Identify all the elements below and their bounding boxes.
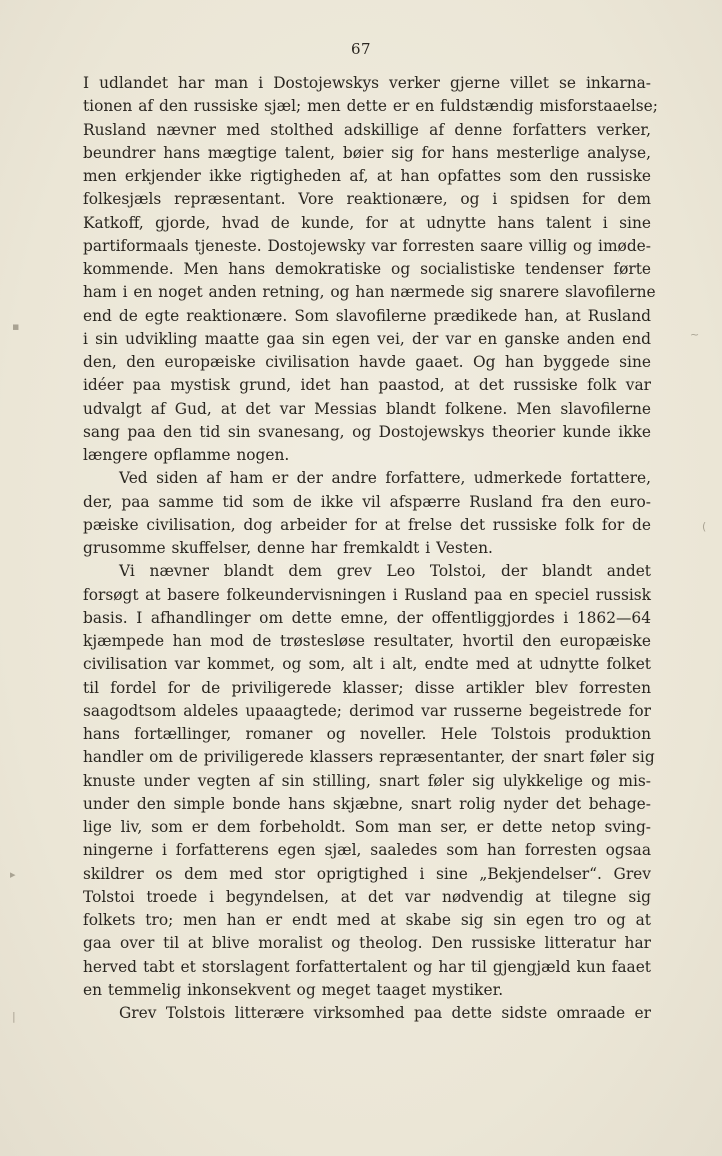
text-line: Grev Tolstois litterære virksomhed paa dette sidste omraade er — [119, 1004, 651, 1022]
text-line: der, paa samme tid som de ikke vil afspærre Rusland fra den euro- — [83, 492, 651, 511]
text-line: tionen af den russiske sjæl; men dette er en fuldstændig misforstaaelse; — [83, 97, 658, 116]
text-line: Vi nævner blandt dem grev Leo Tolstoi, der blandt andet — [119, 562, 651, 581]
text-line: udvalgt af Gud, at det var Messias blandt folkene. Men slavofilerne — [83, 399, 651, 418]
text-line: Rusland nævner med stolthed adskillige af denne forfatters verker, — [83, 120, 651, 139]
text-line: end de egte reaktionære. Som slavofilerne prædikede han, at Rusland — [83, 306, 651, 325]
text-line: folkets tro; men han er endt med at skabe sig sin egen tro og at — [83, 911, 651, 929]
text-line: idéer paa mystisk grund, idet han paastod, at det russiske folk var — [83, 376, 651, 395]
text-line: hans fortællinger, romaner og noveller. Hele Tolstois produktion — [83, 725, 651, 743]
text-line: civilisation var kommet, og som, alt i alt, endte med at udnytte folket — [83, 655, 651, 674]
text-line: pæiske civilisation, dog arbeider for at frelse det russiske folk for de — [83, 515, 651, 534]
text-line: i sin udvikling maatte gaa sin egen vei, der var en ganske anden end — [83, 329, 651, 348]
text-line: den, den europæiske civilisation havde gaaet. Og han byggede sine — [83, 353, 651, 371]
margin-mark: ▸ — [10, 868, 16, 881]
text-line: Ved siden af ham er der andre forfattere, udmerkede fortattere, — [119, 469, 651, 488]
text-line: knuste under vegten af sin stilling, snart føler sig ulykkelige og mis- — [83, 771, 651, 790]
text-line: grusomme skuffelser, denne har fremkaldt i Vesten. — [83, 539, 493, 557]
text-line: herved tabt et storslagent forfattertalent og har til gjengjæld kun faaet — [83, 957, 651, 976]
text-line: folkesjæls repræsentant. Vore reaktionære, og i spidsen for dem — [83, 190, 651, 209]
text-line: saagodtsom aldeles upaaagtede; derimod var russerne begeistrede for — [83, 701, 651, 720]
text-line: lige liv, som er dem forbeholdt. Som man ser, er dette netop sving- — [83, 818, 651, 836]
text-line: I udlandet har man i Dostojewskys verker gjerne villet se inkarna- — [83, 74, 651, 92]
text-line: skildrer os dem med stor oprigtighed i sine „Bekjendelser“. Grev — [83, 864, 651, 883]
margin-mark: ▪ — [12, 320, 20, 333]
text-line: men erkjender ikke rigtigheden af, at han opfattes som den russiske — [83, 167, 651, 185]
text-line: forsøgt at basere folkeundervisningen i Rusland paa en speciel russisk — [83, 585, 651, 604]
margin-mark: | — [12, 1010, 16, 1023]
margin-mark: ( — [702, 520, 707, 533]
text-line: gaa over til at blive moralist og theolog. Den russiske litteratur har — [83, 934, 651, 953]
text-line: sang paa den tid sin svanesang, og Dostojewskys theorier kunde ikke — [83, 422, 651, 441]
text-line: en temmelig inkonsekvent og meget taaget mystiker. — [83, 980, 504, 999]
margin-mark: ~ — [690, 328, 700, 341]
text-line: basis. I afhandlinger om dette emne, der offentliggjordes i 1862—64 — [83, 608, 651, 627]
text-line: ningerne i forfatterens egen sjæl, saaledes som han forresten ogsaa — [83, 841, 651, 860]
text-line: kommende. Men hans demokratiske og socialistiske tendenser førte — [83, 260, 651, 278]
text-line: ham i en noget anden retning, og han nærmede sig snarere slavofilerne — [83, 283, 656, 302]
text-line: partiformaals tjeneste. Dostojewsky var forresten saare villig og imøde- — [83, 236, 651, 255]
text-line: beundrer hans mægtige talent, bøier sig for hans mesterlige analyse, — [83, 143, 651, 162]
body-text — [83, 72, 658, 1025]
text-line: længere opflamme nogen. — [83, 446, 290, 464]
text-line: Tolstoi troede i begyndelsen, at det var nødvendig at tilegne sig — [83, 887, 651, 906]
text-line: kjæmpede han mod de trøstesløse resultater, hvortil den europæiske — [83, 632, 651, 650]
text-line: under den simple bonde hans skjæbne, snart rolig nyder det behage- — [83, 794, 651, 813]
text-line: handler om de priviligerede klassers repræsentanter, der snart føler sig — [83, 748, 655, 767]
page-number: 67 — [350, 40, 372, 58]
text-line: til fordel for de priviligerede klasser; disse artikler blev forresten — [83, 678, 651, 697]
text-line: Katkoff, gjorde, hvad de kunde, for at udnytte hans talent i sine — [83, 213, 651, 232]
